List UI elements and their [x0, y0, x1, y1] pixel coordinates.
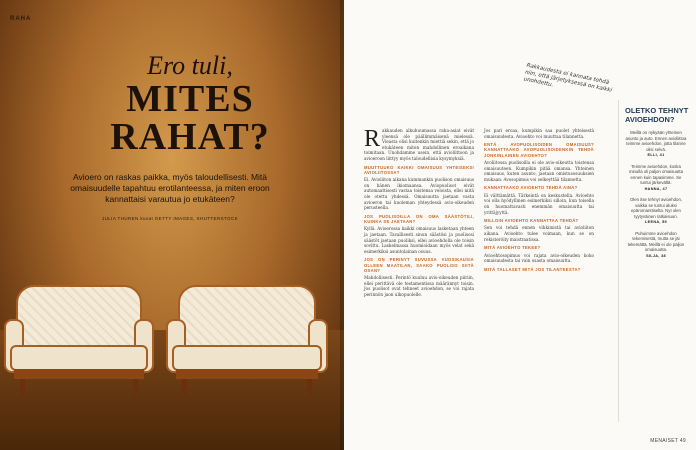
headline-line-3: RAHAT? — [110, 116, 270, 158]
page-folio: MENAISET 49 — [650, 438, 686, 444]
question-heading: MILLOIN AVIOEHTO KANNATTAA TEHDÄ? — [484, 218, 579, 224]
answer-text: Kyllä. Avioerossa kaikki omaisuus lasketaan yhteen ja jaetaan. Tavallisesti sinun säästösi ja puolisosi säästöt jaetaan puoliksi, ellei avioehdolla ole toisin sovittu. Laskelmassa huomioidaan myös velat sekä esimerkiksi asuntolainan osuus. — [364, 226, 474, 254]
reader-quote — [625, 164, 687, 193]
handwritten-note: Rakkaudesta ei kannata tehdä niin, että järjetyksessä on kaikki unohdettu. — [523, 62, 613, 94]
reader-poll-sidebar — [618, 100, 691, 422]
question-heading: MITÄ TALLASET MITÄ JOS TILANTEESTA? — [484, 266, 581, 272]
armchair-left-image — [10, 285, 148, 405]
headline-line-2: MITES — [126, 78, 254, 120]
quote-text: Teimme avioehdon, koska minulla oli paljon omaisuutta ennen kuin tapasimme. Se tuntui järkevältä. — [629, 163, 683, 185]
answer-text: Avoliitossa puolisoilla ei ole avio-oikeutta toistensa omaisuuteen. Kumpikin pitää omansa. Yhteinen omaisuus, kuten asunto, jaetaan omistusosuuksien mukaan. Avosopimus voi selkeyttää tilannetta. — [484, 160, 594, 182]
quote-text: Meillä on nykyään yhteinen asunto ja auto. Ennen avioliittoa teimme avioehdon, jotta tilanne olisi selvä. — [625, 130, 687, 152]
answer-text: Ei välttämättä. Tärkeintä on keskustella. Avioehto voi olla hyödyllinen esimerkiksi silloin, kun toisella on huomattavasti enemmän omaisuutta tai yrittäjyyttä. — [484, 192, 594, 215]
answer-text: Avioehtosopimus voi rajata avio-oikeuden koko omaisuudesta tai vain osasta omaisuutta. — [484, 252, 594, 264]
question-heading: KANNATTAAKO AVIOEHTO TEHDÄ AINA? — [484, 185, 578, 191]
intro-text: akkauden alkuhuumassa raha-asiat eivät yleensä ole päällimmäisenä mielessä. Vieasta olisi kuitenkin miettiä sekin, että jo etukäteen miten mahdollinen eroaikana toimitaan. Unohdamme usein, että avioliittoon ja avioeroon liittyy myös taloudellisia kysymyksiä. — [364, 128, 474, 161]
reader-quote — [625, 197, 687, 226]
armchair-right-image — [172, 285, 322, 405]
quote-author: ELLI, 41 — [647, 153, 665, 157]
article-column-1 — [364, 128, 474, 301]
quote-author: LEENA, 55 — [645, 220, 667, 224]
reader-quote — [625, 130, 687, 159]
section-tag: RAHA — [10, 16, 32, 22]
drop-cap: R — [364, 126, 381, 152]
question-heading: ENTÄ AVOPUOLISOIDEN OMAISUUS? KANNATTAAKO AVOPUOLISOIDENKIN TEHDÄ JONKINLAINEN AVIOEHTO? — [484, 142, 594, 158]
headline-line-1: Ero tuli, — [147, 51, 233, 80]
photo-credit: JULIA THUREN kuvat GETTY IMAGES, SHUTTERSTOCK — [101, 216, 239, 221]
left-page — [0, 0, 344, 450]
question-heading: MITÄ AVIOEHTO TEKEE? — [484, 245, 541, 251]
answer-text: Ei. Avioliiton aikana kummankin puolison omaisuus on hänen ikiomaansa. Aviopuolisot eivät automaattisesti vastaa toistensa veloista, ellei niitä ole otettu yhdessä. Omaisuutta jaetaan vasta avioeron tai kuoleman yhteydessä avio-oikeuden perusteella. — [364, 177, 474, 211]
article-column-2 — [484, 128, 594, 274]
quote-text: Puhuimme avioehdon tekemisestä, mutta se jäi tekemättä. Meillä ei ole paljon omaisuutta. — [627, 230, 685, 252]
headline — [100, 52, 280, 156]
right-page — [344, 0, 696, 450]
lead-paragraph: Avioero on raskas paikka, myös taloudellisesti. Mitä omaisuudelle tapahtuu erotilanteessa, ja miten eroon kannattaisi varautua jo etukäteen? — [70, 172, 270, 204]
answer-text: Sen voi tehdä ennen vihkimistä tai avioliiton aikana. Avioehto tulee voimaan, kun se on rekisteröity maistraatissa. — [484, 225, 594, 242]
quote-author: HANNA, 47 — [644, 186, 668, 191]
quote-author: SILJA, 38 — [646, 253, 666, 258]
answer-text: Mahdollisesti. Perintö kuuluu avio-oikeuden piiriin, ellei perittävä ole testamentissa määrännyt toisin. Jos puolisot ovat tehneet avioehdon, se voi rajata perinnön jaon ulkopuolelle. — [364, 275, 474, 297]
answer-text: Jos pari eroaa, kumpikin saa puolet yhteisestä omaisuudesta. Avioehto voi muuttaa tilannetta. — [484, 128, 594, 139]
reader-quote — [625, 231, 687, 260]
sidebar-title: OLETKO TEHNYT AVIOEHDON? — [625, 106, 689, 124]
question-heading: JOS PUOLISOILLA ON OMA SÄÄSTÖTILI, KUINKA SE JAETAAN? — [364, 213, 474, 225]
question-heading: JOS ON PERINYT SUVUSSA VUOSIKAUSIA OLLEEN MAATILAN, SAAKO PUOLISO SIITÄ OSAN? — [364, 257, 474, 273]
question-heading: MUUTTUUKO KAIKKI OMAISUUS YHTEISEKSI AVIOLIITOSSA? — [364, 164, 474, 175]
quote-text: Olen itse tehnyt avioehdon, vaikka se tuntui aluksi epäromanttiselta. Nyt olen tyytyväinen ratkaisuun. — [629, 197, 683, 219]
